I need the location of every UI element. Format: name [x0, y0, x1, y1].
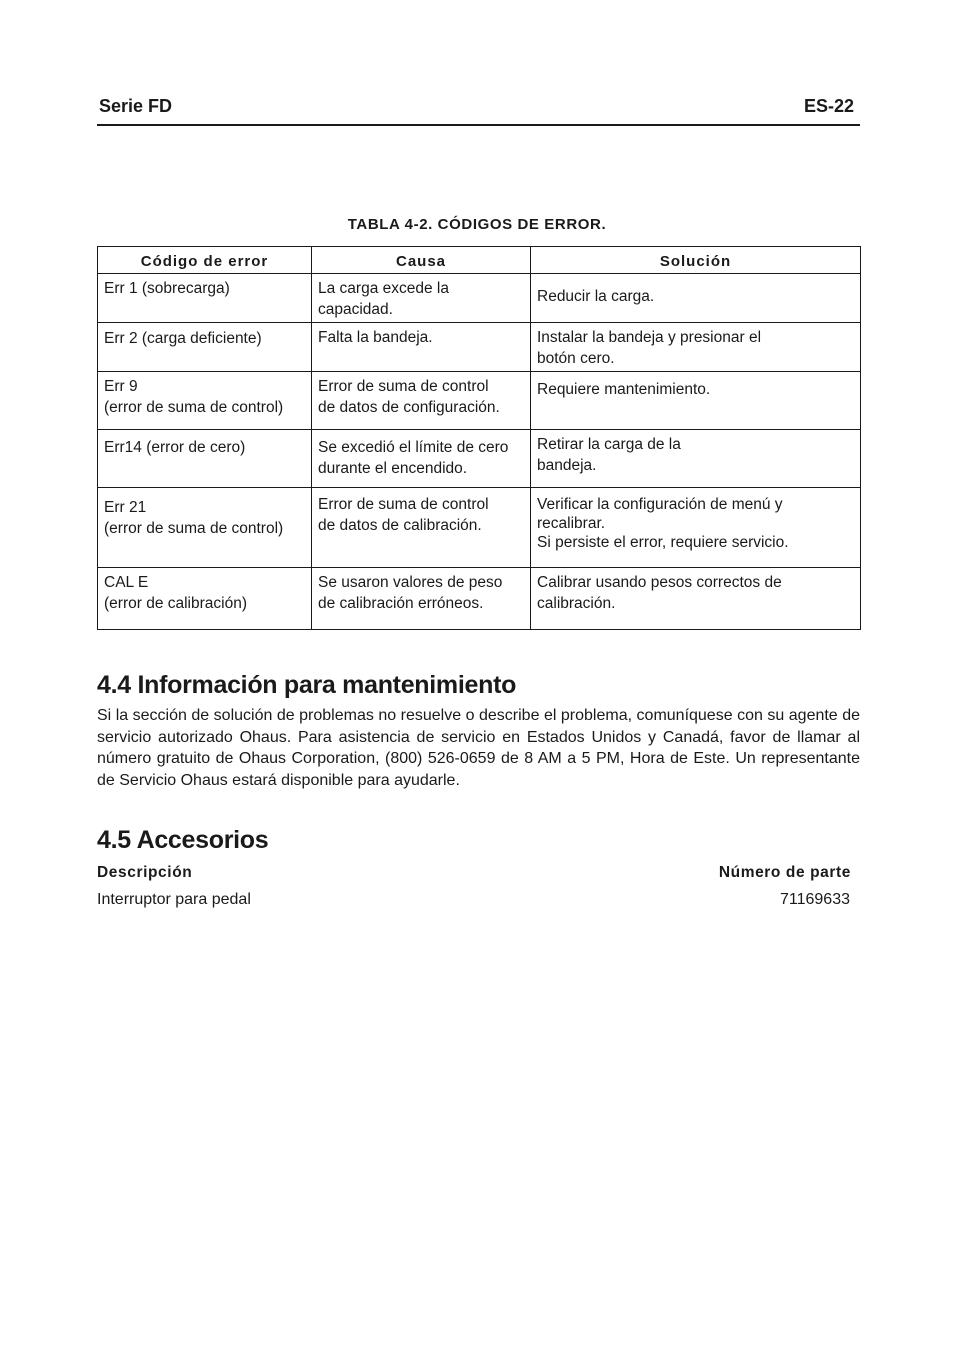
section-heading-maintenance: 4.4 Información para mantenimiento [97, 671, 517, 699]
cause-cell: Error de suma de control de datos de calibración. [312, 488, 531, 568]
cause-cell: Se excedió el límite de cero durante el encendido. [312, 430, 531, 488]
page-header [97, 94, 860, 126]
error-code-cell: CAL E (error de calibración) [98, 568, 312, 630]
series-name: Serie FD [99, 96, 173, 116]
column-header-solution: Solución [531, 247, 861, 274]
solution-cell: Verificar la configuración de menú y recalibrar. Si persiste el error, requiere servicio. [531, 488, 861, 568]
table-row [98, 274, 861, 323]
error-codes-table [97, 246, 861, 630]
cause-cell: Error de suma de control de datos de configuración. [312, 372, 531, 430]
accessory-part-number: 71169633 [780, 891, 850, 908]
accessory-description: Interruptor para pedal [97, 891, 251, 908]
table-title: TABLA 4-2. CÓDIGOS DE ERROR. [347, 216, 607, 233]
table-row [98, 323, 861, 372]
section-heading-accessories: 4.5 Accesorios [97, 826, 269, 854]
error-code-cell: Err 9 (error de suma de control) [98, 372, 312, 430]
error-code-cell: Err 1 (sobrecarga) [98, 274, 312, 323]
table-row [98, 372, 861, 430]
accessories-part-number-header: Número de parte [718, 864, 851, 881]
error-code-cell: Err 21 (error de suma de control) [98, 488, 312, 568]
error-code-cell: Err14 (error de cero) [98, 430, 312, 488]
table-row [98, 430, 861, 488]
cause-cell: La carga excede la capacidad. [312, 274, 531, 323]
column-header-cause: Causa [312, 247, 531, 274]
accessories-description-header: Descripción [97, 864, 193, 881]
column-header-code: Código de error [98, 247, 312, 274]
cause-cell: Falta la bandeja. [312, 323, 531, 372]
table-row [98, 568, 861, 630]
page-number: ES-22 [803, 96, 854, 116]
solution-cell: Calibrar usando pesos correctos de calibración. [531, 568, 861, 630]
error-code-cell: Err 2 (carga deficiente) [98, 323, 312, 372]
solution-cell: Instalar la bandeja y presionar el botón cero. [531, 323, 861, 372]
table-row [98, 488, 861, 568]
table-header-row [98, 247, 861, 274]
solution-cell: Reducir la carga. [531, 274, 861, 323]
maintenance-paragraph: Si la sección de solución de problemas no resuelve o describe el problema, comuníquese con su agente de servicio autorizado Ohaus. Para asistencia de servicio en Estados Unidos y Canadá, favor de llamar al número gratuito de Ohaus Corporation, (800) 526-0659 de 8 AM a 5 PM, Hora de Este. Un representante de Servicio Ohaus estará disponible para ayudarle. [97, 707, 860, 789]
cause-cell: Se usaron valores de peso de calibración erróneos. [312, 568, 531, 630]
solution-cell: Retirar la carga de la bandeja. [531, 430, 861, 488]
solution-cell: Requiere mantenimiento. [531, 372, 861, 430]
